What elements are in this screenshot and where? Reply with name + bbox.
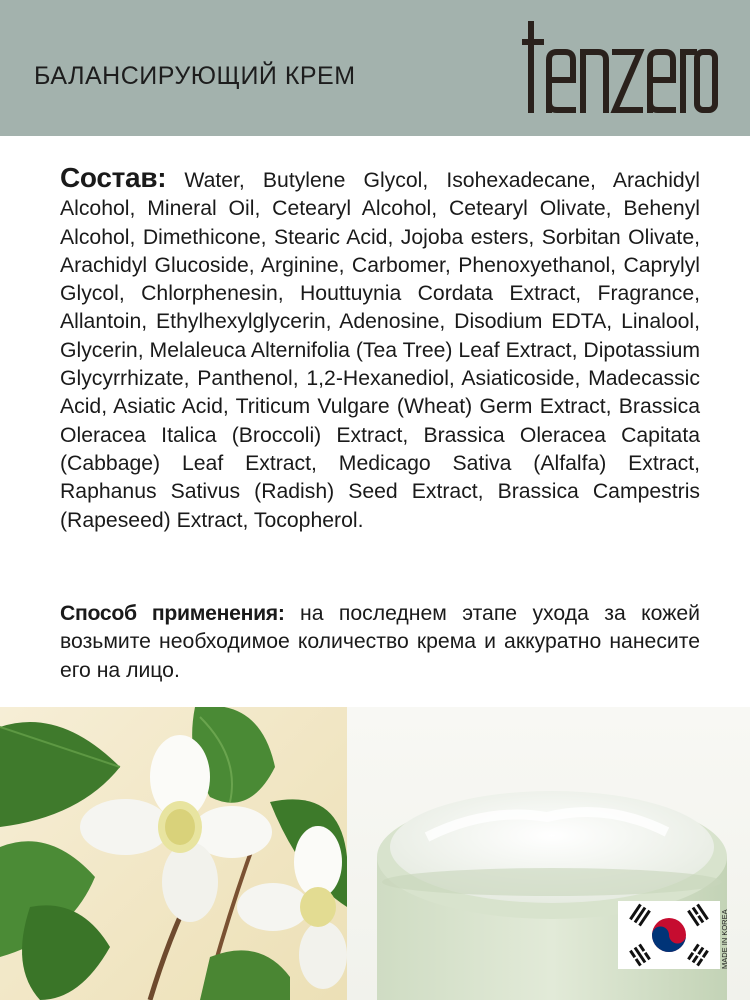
- made-in-korea-label: [718, 903, 730, 969]
- composition-label: Состав:: [60, 162, 167, 193]
- composition-text: Water, Butylene Glycol, Isohexadecane, Arachidyl Alcohol, Mineral Oil, Cetearyl Alcohol, Cetearyl Olivate, Behenyl Alcohol, Dimethicone, Stearic Acid, Jojoba esters, Sorbitan Olivate, Arachidyl Glucoside, Arginine, Carbomer, Phenoxyethanol, Caprylyl Glycol, Chlorphenesin, Houttuynia Cordata Extract, Fragrance, Allantoin, Ethylhexylglycerin, Adenosine, Disodium EDTA, Linalool, Glycerin, Melaleuca Alternifolia (Tea Tree) Leaf Extract, Dipotassium Glycyrrhizate, Panthenol, 1,2-Hexanediol, Asiaticoside, Madecassic Acid, Asiatic Acid, Triticum Vulgare (Wheat) Germ Extract, Brassica Oleracea Italica (Broccoli) Extract, Brassica Oleracea Capitata (Cabbage) Leaf Extract, Medicago Sativa (Alfalfa) Extract, Raphanus Sativus (Radish) Seed Extract, Brassica Campestris (Rapeseed) Extract, Tocopherol.: [60, 169, 700, 532]
- usage-block: [60, 600, 700, 685]
- usage-label: Способ применения:: [60, 602, 285, 625]
- brand-logo: [522, 20, 718, 116]
- product-name: БАЛАНСИРУЮЩИЙ КРЕМ: [34, 62, 356, 90]
- composition-block: [60, 164, 700, 535]
- usage-text: на последнем этапе ухода за кожей возьмите необходимое количество крема и аккуратно нанесите его на лицо.: [60, 602, 701, 682]
- header-band: [0, 0, 750, 136]
- flower-illustration: [0, 707, 347, 1000]
- south-korea-flag-icon: [618, 901, 720, 969]
- houttuynia-flower-photo: [0, 707, 347, 1000]
- svg-text:MADE IN KOREA: MADE IN KOREA: [720, 909, 729, 969]
